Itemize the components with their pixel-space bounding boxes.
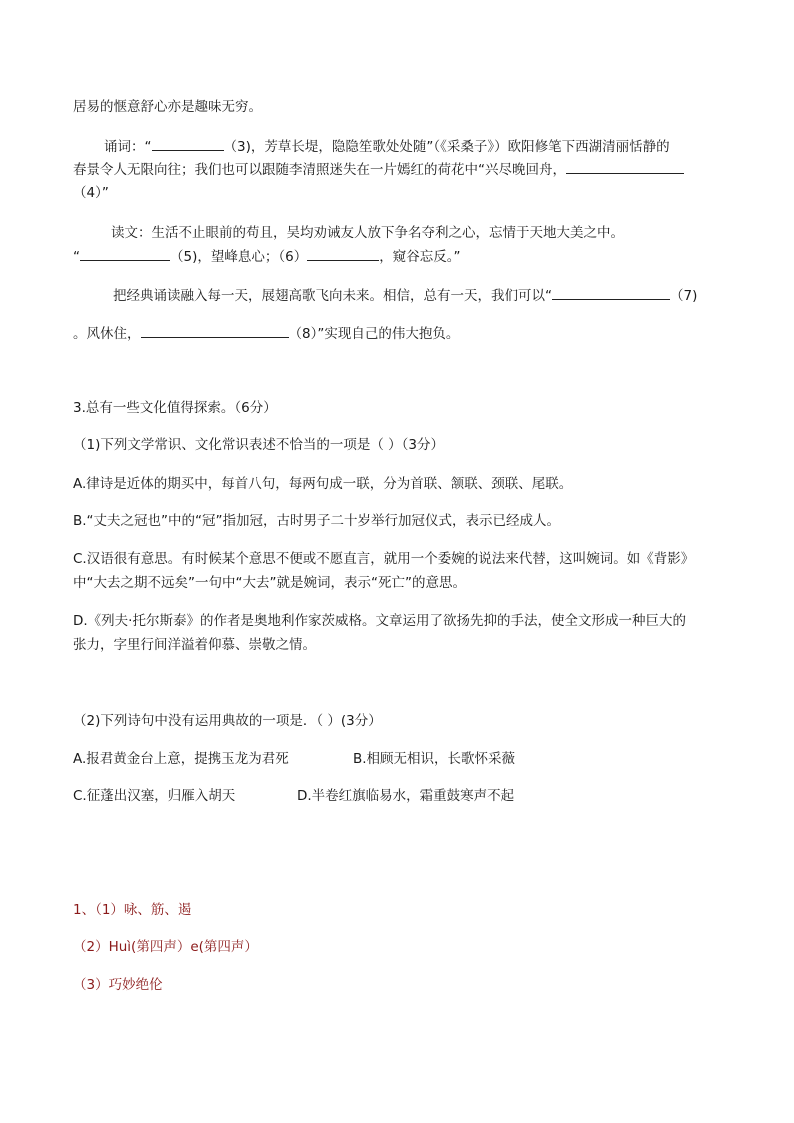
recite-line-1 <box>104 136 670 157</box>
option-a: A.律诗是近体的期买中，每首八句，每两句成一联，分为首联、颔联、颈联、尾联。 <box>73 476 573 492</box>
question-3-1-stem: （1)下列文学常识、文化常识表述不恰当的一项是（ ）（3分） <box>73 437 444 453</box>
recite-text-2: 春景令人无限向往；我们也可以跟随李清照迷失在一片嫣红的荷花中“兴尽晚回舟， <box>73 162 566 178</box>
recite-line-3 <box>73 183 109 203</box>
fill-blank-8 <box>141 323 289 338</box>
question-3-2-stem: （2)下列诗句中没有运用典故的一项是．（ ）(3分） <box>73 713 382 729</box>
question-3-title: 3.总有一些文化值得探索。（6分） <box>73 400 277 416</box>
classic-text-4: （8）”实现自己的伟大抱负。 <box>288 326 460 342</box>
recite-text-3: （4）” <box>73 185 109 201</box>
read-line-2 <box>73 246 460 267</box>
answer-1-3: （3）巧妙绝伦 <box>73 977 163 993</box>
classic-text: 把经典诵读融入每一天，展翅高歌飞向未来。相信，总有一天，我们可以“ <box>113 288 552 304</box>
fill-blank-3 <box>152 136 224 151</box>
fill-blank-6 <box>307 246 379 261</box>
fill-blank-7 <box>552 285 670 300</box>
fill-blank-5 <box>80 246 170 261</box>
recite-text: （3)，芳草长堤，隐隐笙歌处处随”（《采桑子》）欧阳修笔下西湖清丽恬静的 <box>223 139 670 155</box>
poem-option-b: B.相顾无相识，长歌怀采薇 <box>353 751 516 767</box>
option-c-line-2: 中“大去之期不远矣”一句中“大去”就是婉词，表示“死亡”的意思。 <box>73 575 466 591</box>
poem-option-c: C.征蓬出汉塞，归雁入胡天 <box>73 788 236 804</box>
option-d-line-1: D.《列夫·托尔斯泰》的作者是奥地利作家茨威格。文章运用了欲扬先抑的手法，使全文形成一种巨大的 <box>73 613 686 629</box>
fill-blank-4 <box>566 159 684 174</box>
read-text-2: （5)，望峰息心；（6） <box>170 249 308 265</box>
recite-label: 诵词：“ <box>104 139 152 155</box>
classic-line-2 <box>73 323 459 344</box>
passage-text: 居易的惬意舒心亦是趣味无穷。 <box>73 99 262 115</box>
classic-text-2: （7) <box>670 288 698 304</box>
read-text-3: ，窥谷忘反。” <box>379 249 461 265</box>
read-text: 读文：生活不止眼前的苟且，吴均劝诫友人放下争名夺利之心，忘情于天地大美之中。 <box>111 225 624 241</box>
answer-1-2: （2）Huì(第四声）e(第四声） <box>73 939 258 955</box>
passage-line-1 <box>73 97 262 117</box>
option-c-line-1: C.汉语很有意思。有时候某个意思不便或不愿直言，就用一个委婉的说法来代替，这叫婉词。如《背影》 <box>73 551 695 567</box>
read-line-1 <box>111 223 624 243</box>
poem-option-a: A.报君黄金台上意，提携玉龙为君死 <box>73 751 289 767</box>
classic-line-1 <box>113 285 697 306</box>
recite-line-2 <box>73 159 684 180</box>
option-b: B.“丈夫之冠也”中的“冠”指加冠，古时男子二十岁举行加冠仪式，表示已经成人。 <box>73 513 561 529</box>
quote-open: “ <box>73 249 80 265</box>
classic-text-3: 。风休住， <box>73 326 141 342</box>
answer-1-1: 1、（1）咏、筋、遏 <box>73 902 192 918</box>
option-d-line-2: 张力，字里行间洋溢着仰慕、崇敬之情。 <box>73 637 316 653</box>
poem-option-d: D.半卷红旗临易水，霜重鼓寒声不起 <box>297 788 515 804</box>
